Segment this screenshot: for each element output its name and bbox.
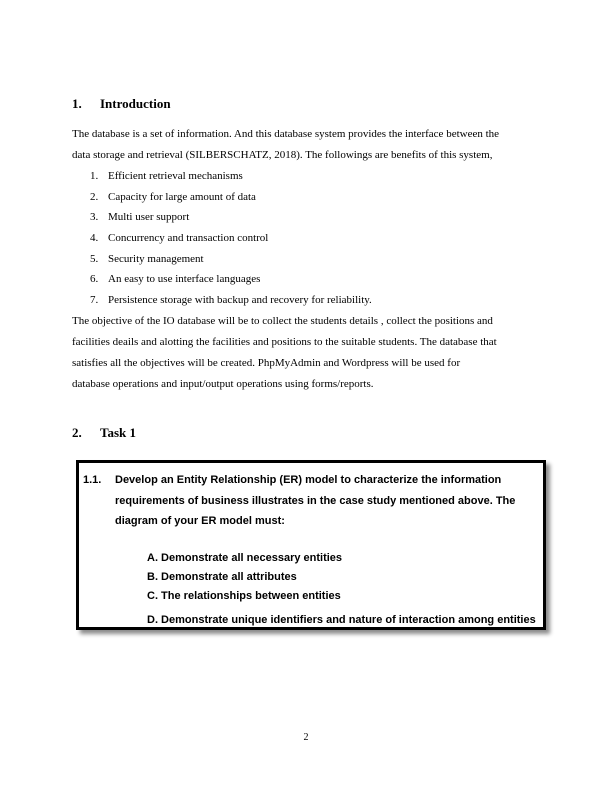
task-heading-number: 2. [72,425,82,440]
introduction-heading-number: 1. [72,96,82,111]
list-item [90,269,372,290]
paragraph-line: The database is a set of information. And this database system provides the interface between the [72,128,500,140]
task-question-line: Develop an Entity Relationship (ER) model to characterize the information [115,474,502,486]
list-item-text: Capacity for large amount of data [108,190,256,203]
list-item [90,187,372,208]
introduction-heading [72,96,171,112]
task-question-box [76,460,546,630]
paragraph-line: database operations and input/output operations using forms/reports. [72,378,374,390]
list-item-text: Concurrency and transaction control [108,232,269,245]
task-heading-title: Task 1 [100,425,137,440]
list-item-text: An easy to use interface languages [108,273,261,286]
page-number: 2 [303,732,309,743]
objective-paragraph [72,311,542,395]
paragraph-line: data storage and retrieval (SILBERSCHATZ, 2018). The followings are benefits of this system, [72,149,493,161]
paragraph-line: facilities deails and alotting the facilities and positions to the suitable students. The database that [72,336,497,348]
list-item-number: 2. [90,190,99,203]
list-item-number: 1. [90,170,99,182]
list-item [90,228,372,249]
benefits-list [90,166,372,311]
list-item-number: 7. [90,294,99,307]
list-item-text: Persistence storage with backup and recovery for reliability. [108,294,372,307]
task-option-b: B. Demonstrate all attributes [147,571,297,583]
list-item [90,290,372,311]
task-option-d: D. Demonstrate unique identifiers and nature of interaction among entities [147,614,536,626]
list-item [90,207,372,228]
list-item-text: Security management [108,252,204,265]
task-option-c: C. The relationships between entities [147,590,341,602]
task-option-a: A. Demonstrate all necessary entities [147,552,343,564]
paragraph-line: satisfies all the objectives will be created. PhpMyAdmin and Wordpress will be used for [72,357,461,369]
list-item [90,249,372,270]
list-item [90,166,372,187]
introduction-paragraph [72,124,542,166]
list-item-number: 4. [90,232,99,245]
list-item-number: 5. [90,252,99,265]
list-item-number: 3. [90,211,99,224]
task-question-line: requirements of business illustrates in the case study mentioned above. The [115,495,516,507]
task-question-line: diagram of your ER model must: [115,515,285,527]
list-item-text: Multi user support [108,211,190,224]
introduction-heading-title: Introduction [100,96,171,111]
list-item-text: Efficient retrieval mechanisms [108,170,243,182]
paragraph-line: The objective of the IO database will be to collect the students details , collect the positions and [72,315,493,327]
task-item-number: 1.1. [83,474,102,486]
list-item-number: 6. [90,273,99,286]
task-heading [72,425,136,441]
